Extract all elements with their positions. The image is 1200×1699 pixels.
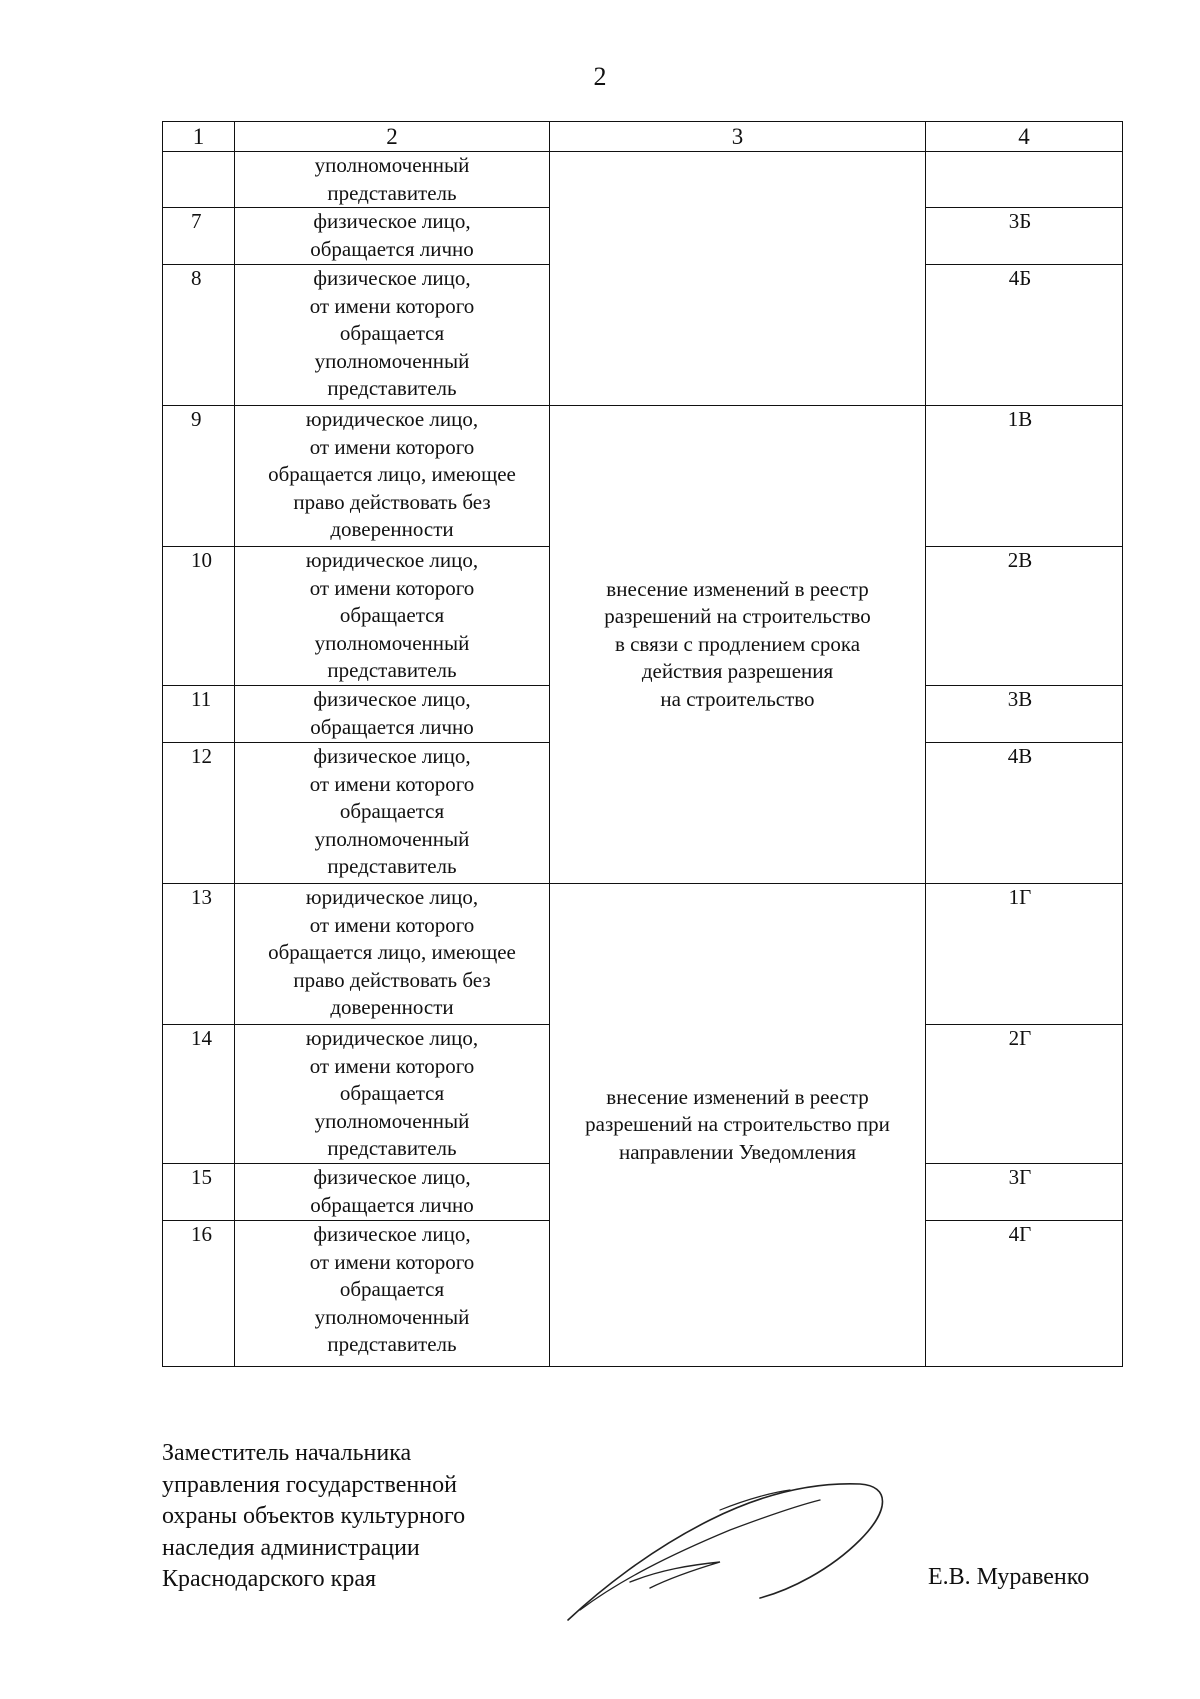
code-cell: 2Г [926,1025,1123,1164]
applicant-cell [235,152,550,208]
applicant-line: юридическое лицо, [305,407,479,431]
applicant-line: от имени которого [309,1249,475,1274]
position-line: охраны объектов культурного [162,1503,466,1529]
code-cell: 3Г [926,1164,1123,1221]
header-cell: 4 [926,122,1123,152]
applicant-line: обращается лицо, имеющее [268,462,516,486]
applicant-line: представитель [327,180,457,205]
applicant-line: обращается [339,321,445,345]
applicant-line: представитель [327,1136,457,1160]
position-line: наследия администрации [162,1534,420,1561]
applicant-line: обращается лично [310,714,474,739]
applicant-cell [235,265,550,406]
applicant-line: физическое лицо, [313,1165,471,1189]
position-line: Заместитель начальника [162,1440,412,1466]
applicant-line: от имени которого [309,912,475,937]
table-row [163,406,1123,547]
applicant-line: представитель [327,1332,457,1356]
applicant-cell [235,1164,550,1221]
services-table [162,121,1123,1367]
table-row [163,152,1123,208]
applicant-line: юридическое лицо, [305,1026,479,1050]
applicant-line: представитель [327,376,457,400]
applicant-line: уполномоченный [314,348,470,373]
code-cell: 2В [926,547,1123,686]
applicant-cell [235,1221,550,1367]
table-row [163,884,1123,1025]
row-number: 9 [163,406,235,547]
row-number: 16 [163,1221,235,1367]
applicant-line: право действовать без [293,967,491,992]
applicant-line: уполномоченный [314,153,470,177]
applicant-line: представитель [327,854,457,878]
position-line: Краснодарского края [162,1566,377,1592]
code-cell: 4Б [926,265,1123,406]
row-number: 8 [163,265,235,406]
row-number: 10 [163,547,235,686]
applicant-line: право действовать без [293,489,491,514]
applicant-line: обращается лично [310,1192,474,1217]
handwritten-signature [560,1470,900,1630]
code-cell [926,152,1123,208]
applicant-cell [235,406,550,547]
purpose-cell-extension [550,406,926,884]
row-number [163,152,235,208]
applicant-cell [235,686,550,743]
signatory-position [162,1438,465,1596]
applicant-line: физическое лицо, [313,744,471,768]
applicant-line: обращается [339,1277,445,1301]
applicant-cell [235,1025,550,1164]
applicant-line: физическое лицо, [313,266,471,290]
applicant-line: уполномоченный [314,1108,470,1133]
purpose-cell-notification [550,884,926,1367]
applicant-line: уполномоченный [314,826,470,851]
applicant-line: доверенности [330,995,454,1019]
signer-name: Е.В. Муравенко [928,1564,1090,1590]
applicant-line: обращается [339,1081,445,1105]
header-cell: 3 [550,122,926,152]
row-number: 11 [163,686,235,743]
applicant-line: представитель [327,658,457,682]
applicant-cell [235,884,550,1025]
row-number: 15 [163,1164,235,1221]
code-cell: 3В [926,686,1123,743]
applicant-line: юридическое лицо, [305,548,479,572]
applicant-line: доверенности [330,517,454,541]
applicant-cell [235,208,550,265]
purpose-line: направлении Уведомления [618,1139,857,1164]
applicant-line: физическое лицо, [313,209,471,233]
table-header-row [163,122,1123,152]
purpose-line: разрешений на строительство при [585,1112,890,1137]
applicant-line: от имени которого [309,771,475,796]
row-number: 12 [163,743,235,884]
header-cell: 1 [163,122,235,152]
applicant-line: физическое лицо, [313,1222,471,1246]
purpose-line: внесение изменений в реестр [606,576,869,601]
applicant-line: от имени которого [309,575,475,600]
code-cell: 4Г [926,1221,1123,1367]
applicant-line: уполномоченный [314,630,470,655]
applicant-line: обращается лично [310,236,474,261]
row-number: 13 [163,884,235,1025]
purpose-line: на строительство [660,686,815,711]
code-cell: 1Г [926,884,1123,1025]
purpose-cell-continuation [550,152,926,406]
code-cell: 4В [926,743,1123,884]
header-cell: 2 [235,122,550,152]
row-number: 7 [163,208,235,265]
applicant-line: обращается [339,799,445,823]
purpose-line: действия разрешения [641,659,834,684]
purpose-line: в связи с продлением срока [614,631,861,656]
row-number: 14 [163,1025,235,1164]
applicant-line: от имени которого [309,1053,475,1078]
applicant-line: обращается лицо, имеющее [268,940,516,964]
applicant-line: от имени которого [309,434,475,459]
purpose-line: внесение изменений в реестр [606,1084,869,1109]
applicant-cell [235,547,550,686]
applicant-line: обращается [339,603,445,627]
page-number: 2 [593,62,607,91]
applicant-line: физическое лицо, [313,687,471,711]
applicant-line: юридическое лицо, [305,885,479,909]
code-cell: 3Б [926,208,1123,265]
applicant-line: уполномоченный [314,1304,470,1329]
code-cell: 1В [926,406,1123,547]
purpose-line: разрешений на строительство [604,604,871,629]
applicant-cell [235,743,550,884]
applicant-line: от имени которого [309,293,475,318]
position-line: управления государственной [162,1471,457,1498]
